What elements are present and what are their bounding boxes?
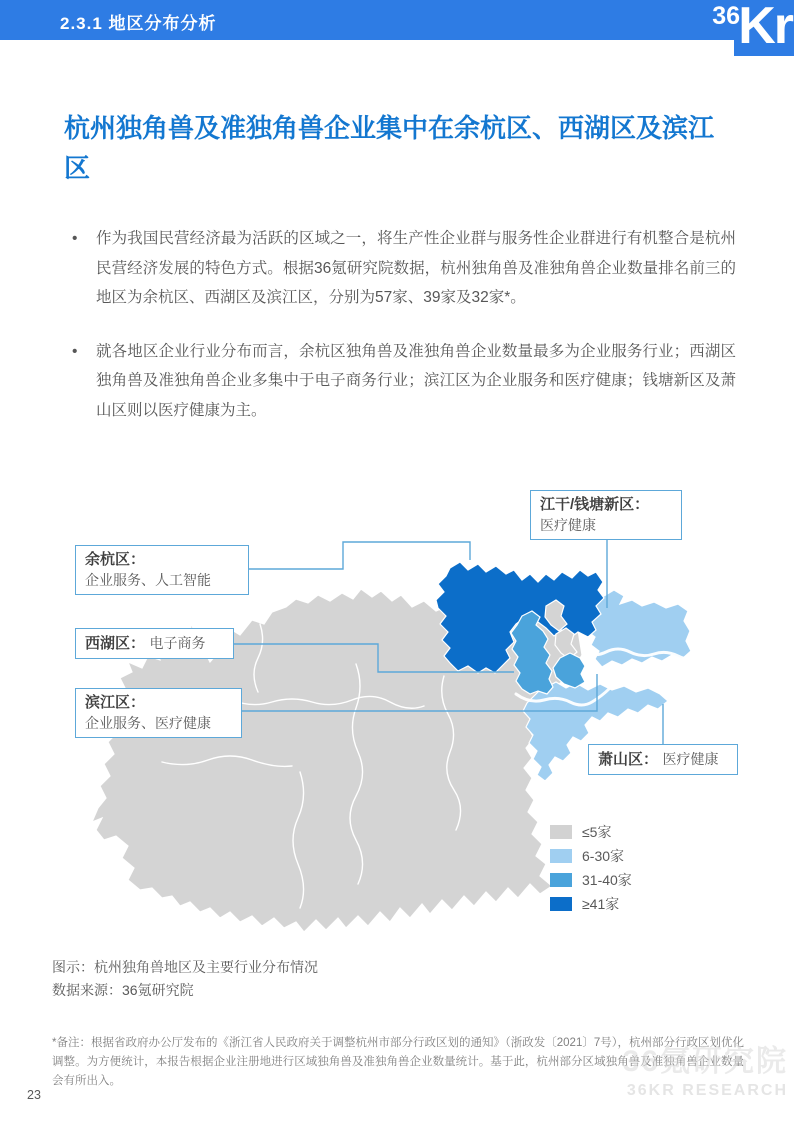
label-name: 余杭区：	[85, 551, 146, 568]
bullet-dot: •	[72, 342, 78, 360]
legend-swatch	[550, 849, 572, 863]
logo-36-text: 36	[712, 2, 740, 30]
map-label-xiaoshan	[588, 744, 738, 775]
legend-label: ≥41家	[582, 896, 620, 912]
page-number: 23	[27, 1088, 41, 1102]
label-industries: 企业服务、医疗健康	[85, 715, 211, 731]
map-legend	[550, 820, 632, 916]
legend-label: ≤5家	[582, 824, 612, 840]
bullet-item	[64, 224, 736, 313]
legend-label: 31-40家	[582, 872, 632, 888]
label-industries: 企业服务、人工智能	[85, 572, 211, 588]
bullet-item	[64, 337, 736, 426]
map-label-yuhang	[75, 545, 249, 595]
legend-label: 6-30家	[582, 848, 625, 864]
figure-caption-block	[52, 956, 318, 1002]
map-label-xihu	[75, 628, 234, 659]
legend-item	[550, 820, 632, 844]
label-industries: 医疗健康	[662, 751, 719, 767]
map-label-jianggan	[530, 490, 682, 540]
legend-swatch	[550, 897, 572, 911]
bullet-list	[64, 224, 736, 449]
label-name: 萧山区：	[598, 751, 659, 768]
figure-caption: 图示：杭州独角兽地区及主要行业分布情况	[52, 959, 318, 975]
map-label-binjiang	[75, 688, 242, 738]
label-industries: 电子商务	[149, 635, 206, 651]
callout-line-yuhang	[248, 542, 470, 569]
watermark-cn: 36氪研究院	[622, 1045, 788, 1078]
footnote: *备注：根据省政府办公厅发布的《浙江省人民政府关于调整杭州市部分行政区划的通知》（浙政发〔2021〕7号），杭州部分行政区划优化调整。为方便统计，本报告根据企业注册地进行区域独角兽及准独角兽企业数量统计。基于此，杭州部分区域独角兽及准独角兽企业数量会有所出入。	[52, 1037, 744, 1087]
bullet-text: 就各地区企业行业分布而言，余杭区独角兽及准独角兽企业数量最多为企业服务行业；西湖区独角兽及准独角兽企业多集中于电子商务行业；滨江区为企业服务和医疗健康；钱塘新区及萧山区则以医疗健康为主。	[96, 342, 736, 419]
bullet-text: 作为我国民营经济最为活跃的区域之一，将生产性企业群与服务性企业群进行有机整合是杭州民营经济发展的特色方式。根据36氪研究院数据，杭州独角兽及准独角兽企业数量排名前三的地区为余杭区、西湖区及滨江区，分别为57家、39家及32家*。	[96, 230, 736, 306]
label-name: 滨江区：	[85, 694, 146, 711]
label-name: 西湖区：	[85, 635, 146, 652]
section-title: 2.3.1 地区分布分析	[60, 14, 217, 33]
36kr-logo	[697, 0, 792, 58]
logo-kr-text: Kr	[738, 0, 792, 55]
map-figure	[0, 478, 794, 950]
page-title: 杭州独角兽及准独角兽企业集中在余杭区、西湖区及滨江区	[64, 113, 715, 183]
legend-item	[550, 892, 632, 916]
legend-swatch	[550, 825, 572, 839]
label-industries: 医疗健康	[540, 517, 596, 533]
label-name: 江干/钱塘新区：	[540, 496, 650, 513]
legend-swatch	[550, 873, 572, 887]
watermark-en: 36KR RESEARCH	[626, 1082, 788, 1099]
bullet-dot: •	[72, 230, 78, 247]
data-source: 数据来源：36氪研究院	[52, 982, 194, 998]
legend-item	[550, 868, 632, 892]
legend-item	[550, 844, 632, 868]
